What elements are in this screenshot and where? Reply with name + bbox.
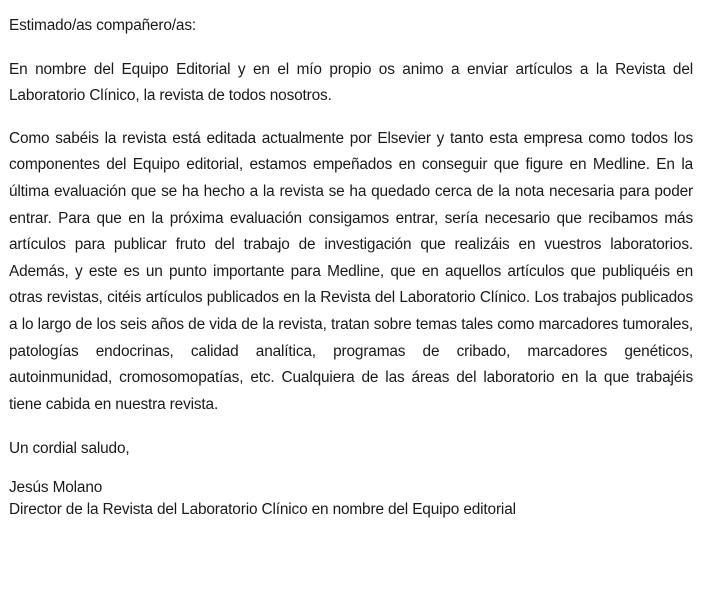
letter-greeting: Estimado/as compañero/as: bbox=[9, 17, 197, 34]
letter-paragraph-main: Como sabéis la revista está editada actualmente por Elsevier y tanto esta empresa como todos los componentes del Equipo editorial, estamos empeñados en conseguir que figure en Medline. En la última evaluación que se ha hecho a la revista se ha quedado cerca de la nota necesaria para poder entrar. Para que en la próxima evaluación consigamos entrar, sería necesario que recibamos más artículos para publicar fruto del trabajo de investigación que realizáis en vuestros laboratorios. Además, y este es un punto importante para Medline, que en aquellos artículos que publiquéis en otras revistas, citéis artículos publicados en la Revista del Laboratorio Clínico. Los trabajos publicados a lo largo de los seis años de vida de la revista, tratan sobre temas tales como marcadores tumorales, patologías endocrinas, calidad analítica, programas de cribado, marcadores genéticos, autoinmunidad, cromosomopatías, etc. Cualquiera de las áreas del laboratorio en la que trabajéis tiene cabida en nuestra revista. bbox=[9, 129, 693, 413]
letter-paragraph-intro: En nombre del Equipo Editorial y en el mío propio os animo a enviar artículos a la Revista del Laboratorio Clínico, la revista de todos nosotros. bbox=[9, 60, 693, 105]
signature-block bbox=[9, 477, 693, 521]
letter-closing: Un cordial saludo, bbox=[9, 440, 130, 458]
signature-title: Director de la Revista del Laboratorio Clínico en nombre del Equipo editorial bbox=[9, 500, 516, 518]
signature-name: Jesús Molano bbox=[9, 478, 103, 496]
letter-body bbox=[9, 13, 693, 521]
